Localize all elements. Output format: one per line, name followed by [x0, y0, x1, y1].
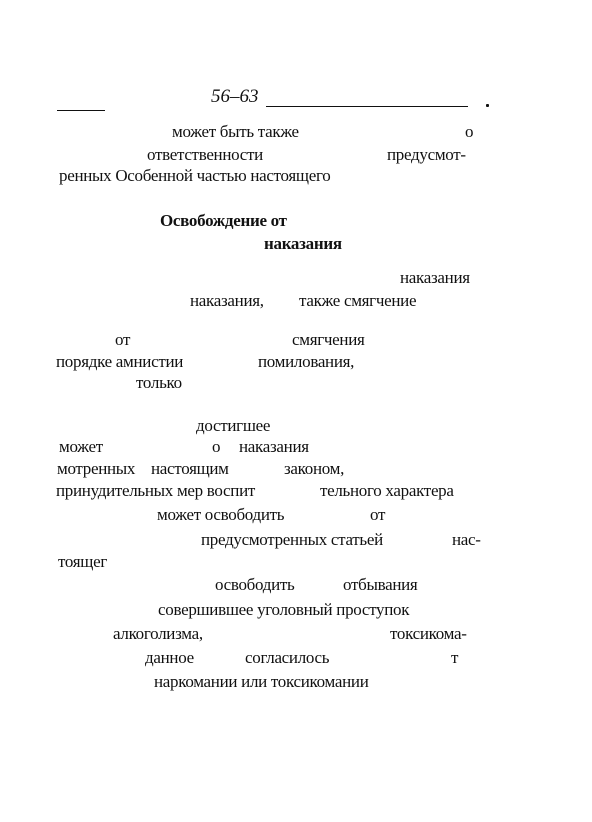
- text-line: также смягчение: [299, 291, 417, 310]
- text-line: совершившее уголовный проступок: [158, 600, 410, 619]
- text-line: ренных Особенной частью настоящего: [59, 166, 331, 185]
- text-line: только: [136, 373, 182, 392]
- text-line: тельного характера: [320, 481, 454, 500]
- section-heading: Освобождение от: [160, 211, 287, 230]
- text-line: помилования,: [258, 352, 355, 371]
- section-heading: наказания: [264, 234, 342, 253]
- text-line: предусмотренных статьей: [201, 530, 383, 549]
- text-line: принудительных мер воспит: [56, 481, 256, 500]
- text-line: освободить: [215, 575, 295, 594]
- text-line: данное: [145, 648, 194, 667]
- text-line: наказания: [400, 268, 470, 287]
- text-line: от: [115, 330, 131, 349]
- text-line: нас-: [452, 530, 481, 549]
- header-dot: [486, 104, 489, 107]
- text-line: достигшее: [196, 416, 271, 435]
- header-left-dash: [57, 110, 105, 111]
- text-line: законом,: [284, 459, 345, 478]
- text-line: наказания,: [190, 291, 264, 310]
- text-line: отбывания: [343, 575, 418, 594]
- text-line: порядке амнистии: [56, 352, 184, 371]
- text-line: ответственности: [147, 145, 263, 164]
- text-line: алкоголизма,: [113, 624, 203, 643]
- text-line: может быть также: [172, 122, 299, 141]
- text-line: тоящег: [58, 552, 108, 571]
- text-line: наказания: [239, 437, 309, 456]
- text-line: мотренных: [57, 459, 136, 478]
- text-line: о: [465, 122, 474, 141]
- text-line: настоящим: [151, 459, 229, 478]
- text-line: предусмот-: [387, 145, 466, 164]
- text-line: согласилось: [245, 648, 330, 667]
- text-line: токсикома-: [390, 624, 467, 643]
- text-line: смягчения: [292, 330, 365, 349]
- text-line: о: [212, 437, 221, 456]
- text-line: наркомании или токсикомании: [154, 672, 369, 691]
- text-line: от: [370, 505, 386, 524]
- text-line: может: [59, 437, 103, 456]
- page-reference: 56–63: [211, 86, 259, 107]
- text-line: может освободить: [157, 505, 285, 524]
- header-underline: [266, 106, 468, 107]
- text-line: т: [451, 648, 459, 667]
